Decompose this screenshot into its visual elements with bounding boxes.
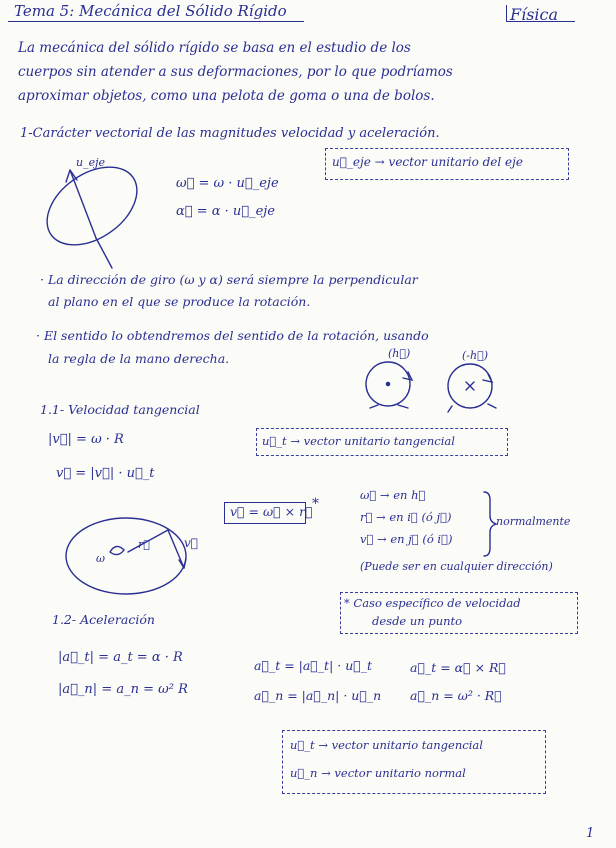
direction-note: (Puede ser en cualquier dirección) — [360, 560, 553, 573]
star-note-line-1: * Caso específico de velocidad — [344, 596, 521, 610]
bullet-2-line-2: la regla de la mano derecha. — [48, 351, 230, 366]
radius-vector-line — [128, 530, 168, 552]
tangent-note: u⃗_t → vector unitario tangencial — [262, 434, 455, 448]
subject-label: Física — [510, 5, 559, 24]
section-1-heading: 1-Carácter vectorial de las magnitudes velocidad y aceleración. — [20, 126, 440, 141]
rotation-axis-line — [70, 170, 96, 238]
star-marker: * — [312, 496, 319, 512]
definitions-brace — [484, 492, 496, 556]
velocity-vector-eq: v⃗ = |v⃗| · u⃗_t — [56, 466, 155, 481]
intro-line-2: cuerpos sin atender a sus deformaciones, por lo que podríamos — [18, 64, 453, 80]
axis-note: u⃗_eje → vector unitario del eje — [332, 155, 523, 169]
section-1-2-heading: 1.2- Aceleración — [52, 612, 155, 627]
intro-line-1: La mecánica del sólido rígido se basa en el estudio de los — [18, 40, 411, 56]
axis-arrow-icon — [66, 170, 77, 182]
rotation-axis-lower — [96, 238, 112, 268]
direction-def-3: v⃗ → en j⃗ (ó i⃗) — [360, 532, 453, 546]
circle-cw-cross-icon — [466, 382, 474, 390]
intro-line-3: aproximar objetos, como una pelota de goma o una de bolos. — [18, 88, 435, 104]
circle-ccw-tick — [370, 405, 378, 408]
direction-def-1: ω⃗ → en h⃗ — [360, 488, 426, 502]
bullet-2-line-1: · El sentido lo obtendremos del sentido de la rotación, usando — [36, 328, 429, 343]
axis-label: u_eje — [76, 156, 106, 169]
circle-ccw-dot — [386, 382, 389, 385]
normal-accel-vector: a⃗_n = |a⃗_n| · u⃗_n — [254, 688, 382, 703]
circle-cw-arrow-icon — [483, 374, 492, 382]
normal-accel-formula: a⃗_n = ω² · R⃗ — [410, 688, 502, 703]
direction-def-2: r⃗ → en i⃗ (ó j⃗) — [360, 510, 452, 524]
fig-v-label: v⃗ — [184, 536, 198, 550]
circle-2-label: (-h⃗) — [462, 349, 488, 362]
star-note-line-2: desde un punto — [372, 614, 463, 628]
fig-r-label: r⃗ — [138, 538, 150, 551]
circle-cw-tick-2 — [488, 404, 496, 408]
unit-vector-tangential: u⃗_t → vector unitario tangencial — [290, 738, 483, 752]
rotation-plane-ellipse — [33, 151, 152, 261]
rotation-swirl-icon — [110, 546, 124, 554]
bullet-1-line-2: al plano en el que se produce la rotación. — [48, 294, 311, 309]
tangential-accel-vector: a⃗_t = |a⃗_t| · u⃗_t — [254, 658, 373, 673]
normal-accel-magnitude: |a⃗_n| = a_n = ω² R — [58, 682, 188, 697]
tangential-accel-magnitude: |a⃗_t| = a_t = α · R — [58, 650, 183, 665]
velocity-magnitude-eq: |v⃗| = ω · R — [48, 432, 124, 447]
page-number: 1 — [586, 826, 595, 841]
unit-vector-normal: u⃗_n → vector unitario normal — [290, 766, 466, 780]
circle-cw-tick — [448, 406, 452, 412]
page-title: Tema 5: Mecánica del Sólido Rígido — [14, 2, 287, 20]
alpha-equation: α⃗ = α · u⃗_eje — [176, 204, 276, 219]
fig-omega-label: ω — [96, 552, 105, 565]
bullet-1-line-1: · La dirección de giro (ω y α) será siempre la perpendicular — [40, 272, 418, 287]
tangential-accel-cross: a⃗_t = α⃗ × R⃗ — [410, 660, 506, 675]
bracket-label: normalmente — [496, 515, 571, 528]
circle-1-label: (h⃗) — [388, 347, 411, 360]
cross-product-equation: v⃗ = ω⃗ × r⃗ — [230, 504, 313, 519]
omega-equation: ω⃗ = ω · u⃗_eje — [176, 176, 279, 191]
circle-ccw-tick-2 — [398, 405, 408, 408]
section-1-1-heading: 1.1- Velocidad tangencial — [40, 402, 200, 417]
